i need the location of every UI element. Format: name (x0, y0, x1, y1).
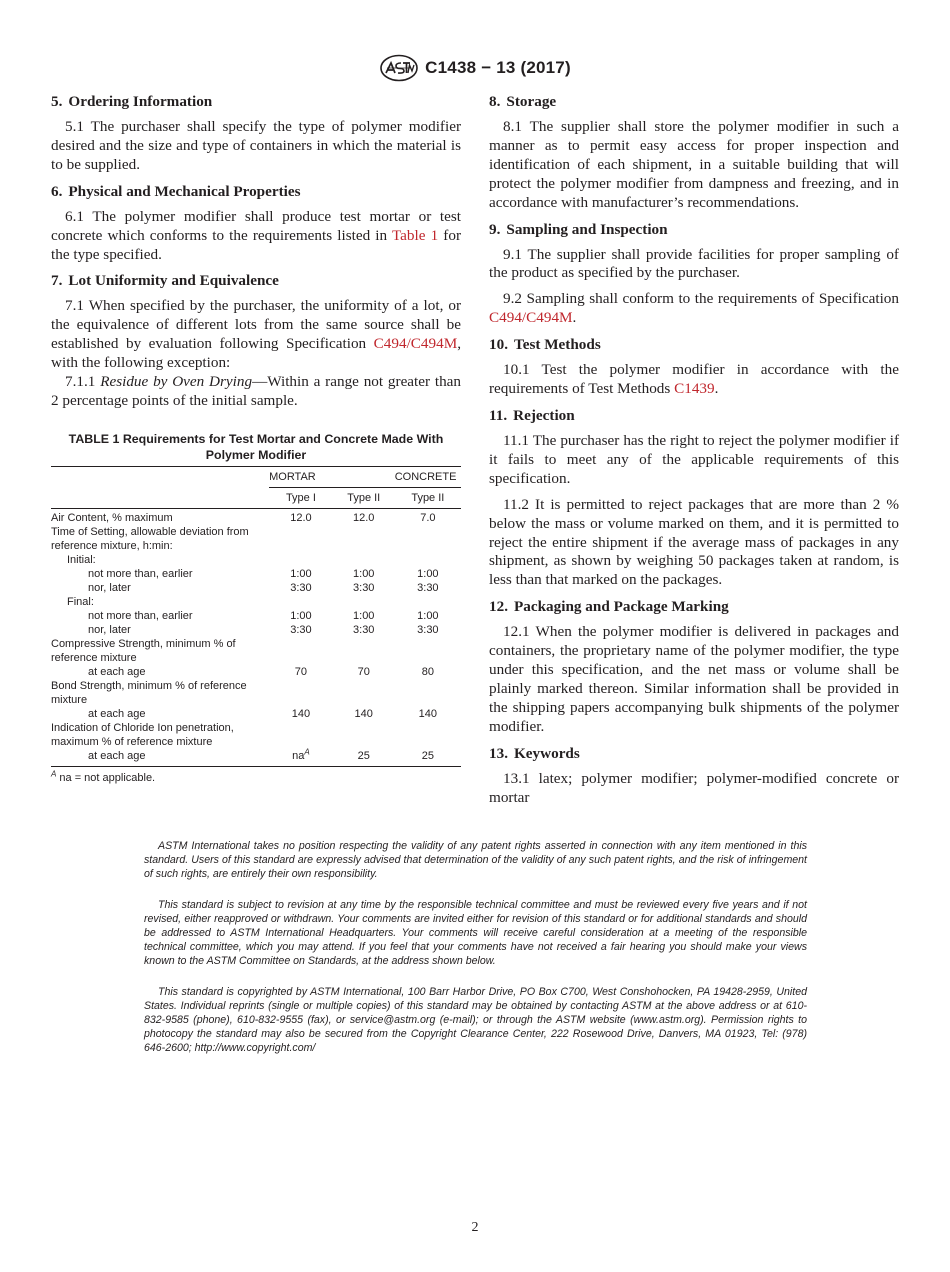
section-title: Ordering Information (68, 93, 213, 110)
table-row (51, 581, 461, 595)
cell-value: 12.0 (353, 511, 375, 524)
row-label: not more than, earlier (88, 609, 193, 622)
table-row (51, 609, 461, 623)
table-row (51, 567, 461, 581)
table-row (51, 679, 461, 707)
requirements-table (51, 466, 461, 767)
table-row (51, 595, 461, 609)
section-heading (489, 744, 899, 763)
paragraph-9-2 (489, 290, 899, 328)
cell-value: 25 (333, 749, 395, 767)
section-title: Test Methods (513, 336, 601, 354)
cell-value: 1:00 (290, 567, 312, 580)
section-heading (489, 220, 899, 239)
paragraph-text: , with the following exception: (51, 335, 461, 372)
row-label: Initial: (67, 553, 96, 566)
left-column (51, 92, 461, 785)
legal-notices (144, 839, 807, 1072)
cell-value: 1:00 (353, 609, 375, 622)
section-heading (51, 182, 461, 201)
page-number: 2 (471, 1220, 479, 1235)
table-1-link[interactable]: Table 1 (391, 226, 439, 244)
type-2-header: Type II (333, 487, 395, 508)
section-number: 10. (489, 336, 508, 354)
section-title: Keywords (513, 744, 580, 762)
paragraph-text: 9.2 Sampling shall conform to the requirements of Specification (503, 290, 899, 308)
page-header (0, 54, 950, 87)
row-label: not more than, earlier (88, 567, 193, 580)
table-row (51, 553, 461, 567)
table-header-cell (51, 466, 269, 487)
paragraph-11-2: 11.2 It is permitted to reject packages that are more than 2 % below the mass or volume marked on them, and it is permitted to reject the entire shipment if the average mass of packages in any shipment, as shown by weighing 50 packages taken at random, is less than that marked on the packages. (489, 495, 899, 589)
revision-notice: This standard is subject to revision at any time by the responsible technical committee and must be reviewed every five years and if not revised, either reapproved or withdrawn. Your comments are invited either for revision of this standard or for additional standards and should be addressed to ASTM International Headquarters. Your comments will receive careful consideration at a meeting of the responsible technical committee, which you may attend. If you feel that your comments have not received a fair hearing you should make your views known to the ASTM Committee on Standards, at the address shown below. (144, 899, 807, 967)
section-number: 5. (51, 93, 63, 110)
section-title: Physical and Mechanical Properties (68, 182, 301, 200)
table-row (51, 525, 461, 553)
paragraph-text: 6.1 The polymer modifier shall produce test mortar or test concrete which conforms to the requirements listed in (51, 207, 461, 244)
paragraph-11-1: 11.1 The purchaser has the right to reject the polymer modifier if it fails to meet any of the applicable requirements of this specification. (489, 431, 899, 487)
table-header-cell (51, 487, 269, 508)
section-heading (489, 406, 899, 425)
standard-designation: C1438 − 13 (2017) (425, 58, 571, 77)
table-row (51, 665, 461, 679)
paragraph-text: 7.1.1 (65, 373, 101, 391)
paragraph-9-1: 9.1 The supplier shall provide facilities for proper sampling of the product as specified by the purchaser. (489, 245, 899, 282)
footnote-text: na = not applicable. (56, 771, 156, 784)
table-row (51, 623, 461, 637)
row-label: nor, later (88, 581, 131, 594)
section-heading (489, 597, 899, 616)
table-footnote (51, 771, 461, 785)
row-label: at each age (51, 749, 269, 767)
row-label: nor, later (88, 623, 131, 636)
row-label: Time of Setting, allowable deviation from reference mixture, h:min: (51, 525, 249, 552)
cell-value: 140 (418, 707, 438, 720)
row-label: Indication of Chloride Ion penetration, maximum % of reference mixture (51, 721, 234, 748)
paragraph-8-1: 8.1 The supplier shall store the polymer modifier in such a manner as to permit easy access for proper inspection and identification of each shipment, in a suitable building that will protect the polymer modifier from dampness and freezing, and in accordance with manufacturer’s recommendations. (489, 118, 899, 211)
section-heading (51, 271, 461, 290)
paragraph-7-1 (51, 297, 461, 373)
table-row (51, 707, 461, 721)
paragraph-7-1-1 (51, 373, 461, 411)
section-title: Rejection (513, 406, 575, 424)
cell-value: 12.0 (290, 511, 312, 524)
type-1-header: Type I (269, 487, 333, 508)
paragraph-text: . (572, 309, 577, 327)
section-number: 11. (489, 406, 508, 424)
paragraph-13-1: 13.1 latex; polymer modifier; polymer-modified concrete or mortar (489, 769, 899, 806)
cell-value: 25 (395, 749, 461, 767)
table-header-row (51, 487, 461, 508)
cell-value: 3:30 (290, 623, 312, 636)
row-label: Bond Strength, minimum % of reference mixture (51, 679, 247, 706)
subsection-title: Residue by Oven Drying (100, 373, 253, 391)
table-1 (51, 431, 461, 785)
paragraph-10-1 (489, 361, 899, 399)
section-number: 8. (489, 93, 501, 110)
astm-logo-icon (379, 54, 419, 82)
paragraph-text: —Within a range not greater than 2 percentage points of the initial sample. (51, 373, 462, 409)
row-label: Compressive Strength, minimum % of reference mixture (51, 637, 236, 664)
c494-link[interactable]: C494/C494M (373, 335, 458, 353)
right-column (489, 92, 899, 814)
row-label: Air Content, % maximum (51, 511, 173, 524)
footnote-marker: A (304, 747, 310, 757)
cell-value: 70 (294, 665, 308, 678)
c1439-link[interactable]: C1439 (674, 380, 715, 398)
cell-value: 3:30 (353, 623, 375, 636)
section-heading (489, 92, 899, 111)
section-number: 7. (51, 272, 63, 290)
section-title: Lot Uniformity and Equivalence (68, 272, 279, 290)
cell-text: na (292, 749, 305, 762)
section-number: 12. (489, 598, 508, 616)
section-heading (51, 92, 461, 111)
section-title: Storage (506, 93, 557, 110)
section-number: 13. (489, 744, 508, 762)
cell-value (269, 749, 333, 767)
paragraph-text: . (714, 380, 719, 398)
cell-value: 1:00 (353, 567, 375, 580)
table-title: TABLE 1 Requirements for Test Mortar and Concrete Made With Polymer Modifier (68, 431, 444, 462)
cell-value: 140 (291, 707, 311, 720)
cell-value: 80 (421, 665, 434, 678)
cell-value: 1:00 (417, 567, 439, 580)
table-row (51, 637, 461, 665)
concrete-type-2-header: Type II (395, 487, 461, 508)
concrete-group-header: CONCRETE (395, 466, 461, 487)
paragraph-text: for the type specified. (51, 226, 461, 263)
section-number: 6. (51, 182, 63, 200)
table-row (51, 721, 461, 749)
cell-value: 7.0 (420, 511, 436, 524)
section-heading (489, 335, 899, 354)
cell-value: 70 (357, 665, 370, 678)
section-title: Sampling and Inspection (506, 220, 668, 238)
cell-value: 3:30 (417, 581, 439, 594)
copyright-notice: This standard is copyrighted by ASTM International, 100 Barr Harbor Drive, PO Box C700, West Conshohocken, PA 19428-2959, United States. Individual reprints (single or multiple copies) of this standard may be obtained by contacting ASTM at the above address or at 610-832-9585 (phone), 610-832-9555 (fax), or service@astm.org (e-mail); or through the ASTM website (www.astm.org). Permission rights to photocopy the standard may also be secured from the Copyright Clearance Center, 222 Rosewood Drive, Danvers, MA 01923, Tel: (978) 646-2600; http://www.copyright.com/ (144, 986, 807, 1054)
footnote-marker: A (51, 769, 57, 779)
table-row (51, 508, 461, 525)
table-row (51, 749, 461, 767)
paragraph-text: 7.1 When specified by the purchaser, the uniformity of a lot, or the equivalence of different lots from the same source shall be established by evaluation following Specification (51, 297, 461, 353)
cell-value: 3:30 (353, 581, 375, 594)
table-header-row (51, 466, 461, 487)
paragraph-6-1 (51, 208, 461, 265)
paragraph-12-1: 12.1 When the polymer modifier is delivered in packages and containers, the proprietary name of the polymer modifier, the type under this specification, and the net mass or volume shall be plainly marked thereon. Similar information shall be provided in the shipping papers accompanying bulk shipments of the polymer modifier. (489, 623, 899, 735)
row-label: at each age (88, 707, 146, 720)
cell-value: 1:00 (290, 609, 312, 622)
mortar-group-header: MORTAR (269, 466, 395, 487)
patent-notice: ASTM International takes no position respecting the validity of any patent rights asserted in connection with any item mentioned in this standard. Users of this standard are expressly advised that determination of the validity of any such patent rights, and the risk of infringement of such rights, are entirely their own responsibility. (144, 840, 807, 880)
paragraph-5-1: 5.1 The purchaser shall specify the type of polymer modifier desired and the size and type of containers in which the material is to be supplied. (51, 118, 461, 173)
cell-value: 140 (354, 707, 373, 720)
row-label: Final: (67, 595, 94, 608)
cell-value: 3:30 (290, 581, 312, 594)
cell-value: 1:00 (417, 609, 439, 622)
row-label: at each age (88, 665, 146, 678)
section-title: Packaging and Package Marking (513, 598, 729, 616)
section-number: 9. (489, 220, 501, 238)
cell-value: 3:30 (417, 623, 439, 636)
paragraph-text: 10.1 Test the polymer modifier in accordance with the requirements of Test Methods (489, 361, 899, 398)
c494-link[interactable]: C494/C494M (489, 309, 573, 327)
